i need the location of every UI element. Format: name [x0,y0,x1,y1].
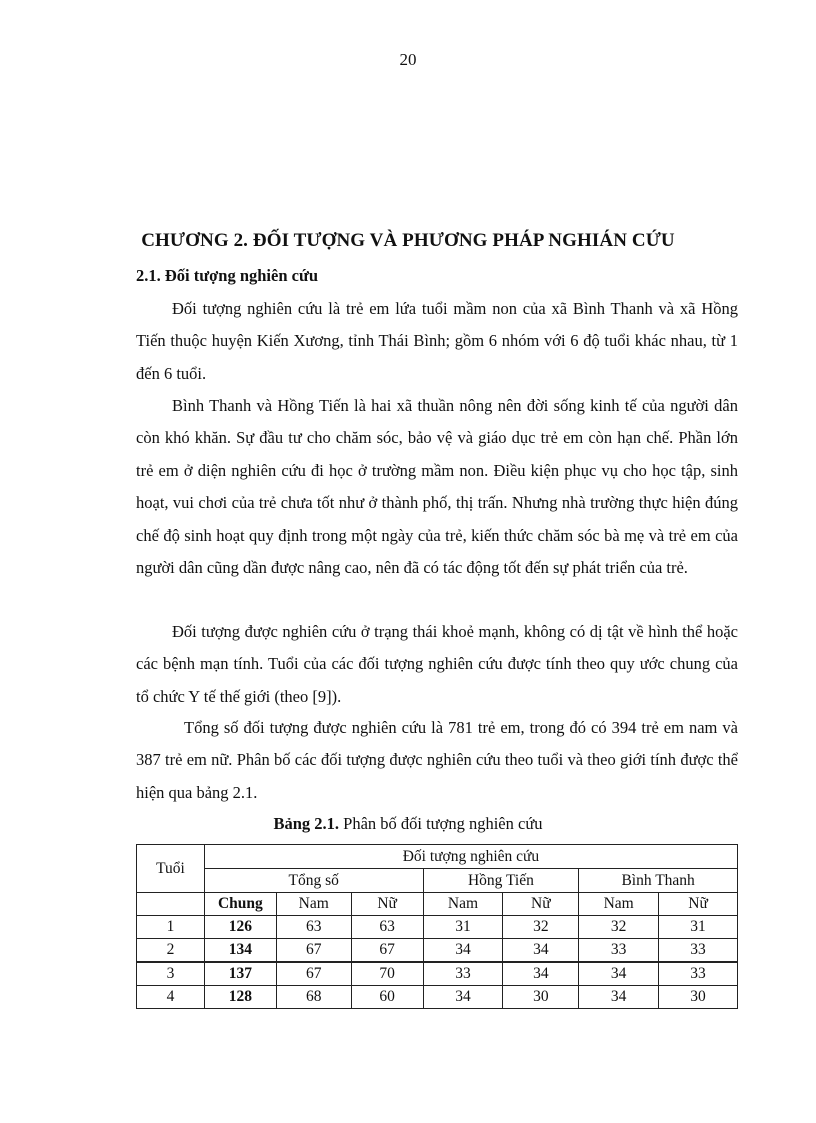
cell-ht-female: 30 [503,986,579,1009]
table-caption [0,814,816,834]
cell-total-female: 63 [351,916,423,939]
sub-header-all: Chung [204,893,276,916]
cell-bt-female: 33 [659,962,738,986]
table-row [137,986,738,1009]
cell-total: 134 [204,939,276,963]
cell-bt-male: 34 [579,962,659,986]
cell-total-female: 60 [351,986,423,1009]
cell-total-male: 68 [276,986,351,1009]
sub-header-ht-male: Nam [423,893,503,916]
sub-header-bt-male: Nam [579,893,659,916]
sub-header-bt-female: Nữ [659,893,738,916]
header-commune-hong-tien: Hồng Tiến [423,869,579,893]
sub-header-total-male: Nam [276,893,351,916]
table-row [137,962,738,986]
header-age: Tuổi [137,845,205,893]
cell-total: 128 [204,986,276,1009]
cell-total-male: 67 [276,939,351,963]
cell-ht-male: 33 [423,962,503,986]
cell-bt-female: 31 [659,916,738,939]
table-caption-text: Phân bố đối tượng nghiên cứu [339,814,543,833]
cell-total-male: 67 [276,962,351,986]
paragraph-1: Đối tượng nghiên cứu là trẻ em lứa tuổi mầm non của xã Bình Thanh và xã Hồng Tiến thuộc huyện Kiến Xương, tỉnh Thái Bình; gồm 6 nhóm với 6 độ tuổi khác nhau, từ 1 đến 6 tuổi. [136,299,738,383]
sub-header-ht-female: Nữ [503,893,579,916]
section-heading: 2.1. Đối tượng nghiên cứu [136,266,319,285]
table-caption-label: Bảng 2.1. [273,814,340,833]
distribution-table [136,844,738,1009]
header-commune-binh-thanh: Bình Thanh [579,869,738,893]
cell-bt-female: 33 [659,939,738,963]
cell-ht-female: 32 [503,916,579,939]
cell-age: 3 [137,962,205,986]
cell-ht-female: 34 [503,939,579,963]
table-row [137,916,738,939]
paragraph-4: Tổng số đối tượng được nghiên cứu là 781 trẻ em, trong đó có 394 trẻ em nam và 387 trẻ em nữ. Phân bố các đối tượng được nghiên cứu theo tuổi và theo giới tính được thể hiện qua bảng 2.1. [136,718,738,802]
cell-bt-male: 32 [579,916,659,939]
cell-ht-male: 34 [423,939,503,963]
cell-age: 1 [137,916,205,939]
cell-ht-male: 34 [423,986,503,1009]
cell-age: 2 [137,939,205,963]
sub-header-total-female: Nữ [351,893,423,916]
table-row [137,939,738,963]
header-group: Đối tượng nghiên cứu [204,845,737,869]
cell-total-female: 67 [351,939,423,963]
header-empty [137,893,205,916]
cell-age: 4 [137,986,205,1009]
chapter-title: CHƯƠNG 2. ĐỐI TƯỢNG VÀ PHƯƠNG PHÁP NGHIÁN CỨU [141,230,675,251]
cell-total-female: 70 [351,962,423,986]
cell-bt-female: 30 [659,986,738,1009]
paragraph-3: Đối tượng được nghiên cứu ở trạng thái khoẻ mạnh, không có dị tật về hình thể hoặc các bệnh mạn tính. Tuổi của các đối tượng nghiên cứu được tính theo quy ước chung của tổ chức Y tế thế giới (theo [9]). [136,622,738,706]
paragraph-2: Bình Thanh và Hồng Tiến là hai xã thuần nông nên đời sống kinh tế của người dân còn khó khăn. Sự đầu tư cho chăm sóc, bảo vệ và giáo dục trẻ em còn hạn chế. Phần lớn trẻ em ở diện nghiên cứu đi học ở trường mầm non. Điều kiện phục vụ cho học tập, sinh hoạt, vui chơi của trẻ chưa tốt như ở thành phố, thị trấn. Nhưng nhà trường thực hiện đúng chế độ sinh hoạt quy định trong một ngày của trẻ, kiến thức chăm sóc bà mẹ và trẻ em của người dân cũng dần được nâng cao, nên đã có tác động tốt đến sự phát triển của trẻ. [136,396,738,578]
cell-total-male: 63 [276,916,351,939]
cell-total: 126 [204,916,276,939]
header-total: Tổng số [204,869,423,893]
cell-ht-female: 34 [503,962,579,986]
cell-ht-male: 31 [423,916,503,939]
page-number: 20 [399,50,417,69]
cell-total: 137 [204,962,276,986]
cell-bt-male: 33 [579,939,659,963]
cell-bt-male: 34 [579,986,659,1009]
